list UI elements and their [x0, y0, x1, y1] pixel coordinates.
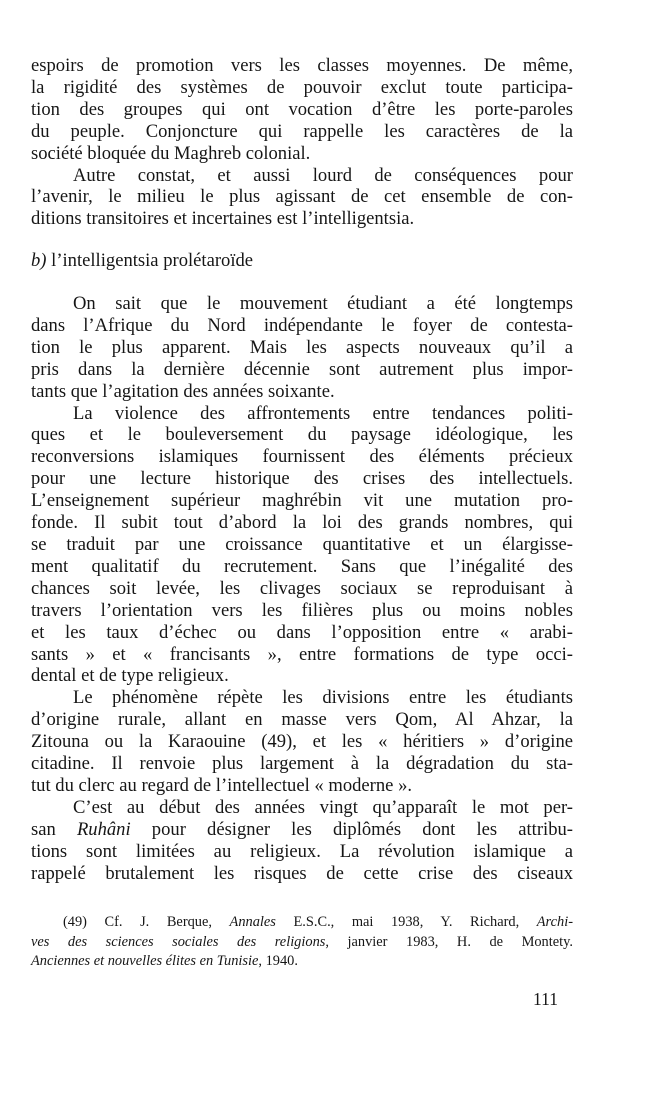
text-line: se traduit par une croissance quantitative et un élargisse-	[31, 533, 573, 555]
text-line: On sait que le mouvement étudiant a été longtemps	[73, 293, 573, 314]
text-line: travers l’orientation vers les filières plus ou moins nobles	[31, 599, 573, 621]
text-line: pris dans la dernière décennie sont autrement plus impor-	[31, 358, 573, 380]
text-line: tion des groupes qui ont vocation d’être les porte-paroles	[31, 98, 573, 120]
footnote-title: Archi-	[536, 914, 573, 930]
footnote-line	[31, 933, 573, 953]
text-block-top	[31, 55, 573, 230]
text-line: dental et de type religieux.	[31, 665, 229, 687]
section-title: l’intelligentsia prolétaroïde	[51, 250, 254, 271]
text-line: rappelé brutalement les risques de cette crise des ciseaux	[31, 862, 573, 884]
text-line: et les taux d’échec ou dans l’opposition entre « arabi-	[31, 621, 573, 643]
text-line: ditions transitoires et incertaines est l’intelligentsia.	[31, 208, 415, 230]
text-line: pour une lecture historique des crises des intellectuels.	[31, 468, 573, 490]
text-line: espoirs de promotion vers les classes moyennes. De même,	[31, 55, 573, 76]
text-line: ques et le bouleversement du paysage idéologique, les	[31, 424, 573, 446]
text-line: L’enseignement supérieur maghrébin vit une mutation pro-	[31, 490, 573, 512]
text-block-main	[31, 293, 573, 884]
text-line: dans l’Afrique du Nord indépendante le foyer de contesta-	[31, 314, 573, 336]
text-line: La violence des affrontements entre tendances politi-	[73, 402, 573, 424]
ruhani-post: pour désigner les diplômés dont les attribu-	[130, 818, 573, 840]
text-line: d’origine rurale, allant en masse vers Qom, Al Ahzar, la	[31, 709, 573, 731]
text-line: sants » et « francisants », entre formations de type occi-	[31, 643, 573, 665]
text-line: Autre constat, et aussi lourd de conséquences pour	[73, 164, 573, 186]
text-line: tion le plus apparent. Mais les aspects nouveaux qu’il a	[31, 336, 573, 358]
footnote-text: (49) Cf. J. Berque,	[63, 914, 230, 930]
text-line: Le phénomène répète les divisions entre les étudiants	[73, 687, 573, 709]
section-letter: b)	[31, 250, 47, 271]
text-line: C’est au début des années vingt qu’apparaît le mot per-	[73, 796, 573, 818]
text-line: l’avenir, le milieu le plus agissant de cet ensemble de con-	[31, 186, 573, 208]
footnote-text: , janvier 1983, H. de Montety.	[325, 933, 573, 950]
text-line: citadine. Il renvoie plus largement à la dégradation du sta-	[31, 753, 573, 775]
text-line	[31, 819, 573, 841]
text-line: Zitouna ou la Karaouine (49), et les « héritiers » d’origine	[31, 731, 573, 753]
text-line: la rigidité des systèmes de pouvoir exclut toute participa-	[31, 76, 573, 98]
page-number: 111	[533, 989, 558, 1009]
footnote-line	[31, 913, 573, 933]
text-line: tions sont limitées au religieux. La révolution islamique a	[31, 840, 573, 862]
text-line: du peuple. Conjoncture qui rappelle les caractères de la	[31, 120, 573, 142]
footnote-title: ves des sciences sociales des religions	[31, 933, 326, 950]
text-line: société bloquée du Maghreb colonial.	[31, 142, 311, 164]
text-line: tut du clerc au regard de l’intellectuel « moderne ».	[31, 774, 413, 796]
text-line: tants que l’agitation des années soixante.	[31, 380, 335, 402]
footnote-text: E.S.C., mai 1938, Y. Richard,	[275, 914, 537, 930]
footnote-title: Annales	[229, 914, 276, 930]
text-line: chances soit levée, les clivages sociaux se reproduisant à	[31, 577, 573, 599]
ruhani-pre: san	[31, 818, 77, 840]
section-heading	[31, 250, 253, 272]
footnote	[31, 913, 573, 972]
footnote-title: Anciennes et nouvelles élites en Tunisie	[31, 953, 259, 969]
footnote-text: , 1940.	[258, 953, 298, 969]
ruhani-term: Ruhâni	[76, 818, 131, 840]
footnote-line	[31, 952, 573, 972]
text-line: ment qualitatif du recrutement. Sans que l’inégalité des	[31, 555, 573, 577]
text-line: reconversions islamiques fournissent des éléments précieux	[31, 446, 573, 468]
text-line: fonde. Il subit tout d’abord la loi des grands nombres, qui	[31, 512, 573, 534]
